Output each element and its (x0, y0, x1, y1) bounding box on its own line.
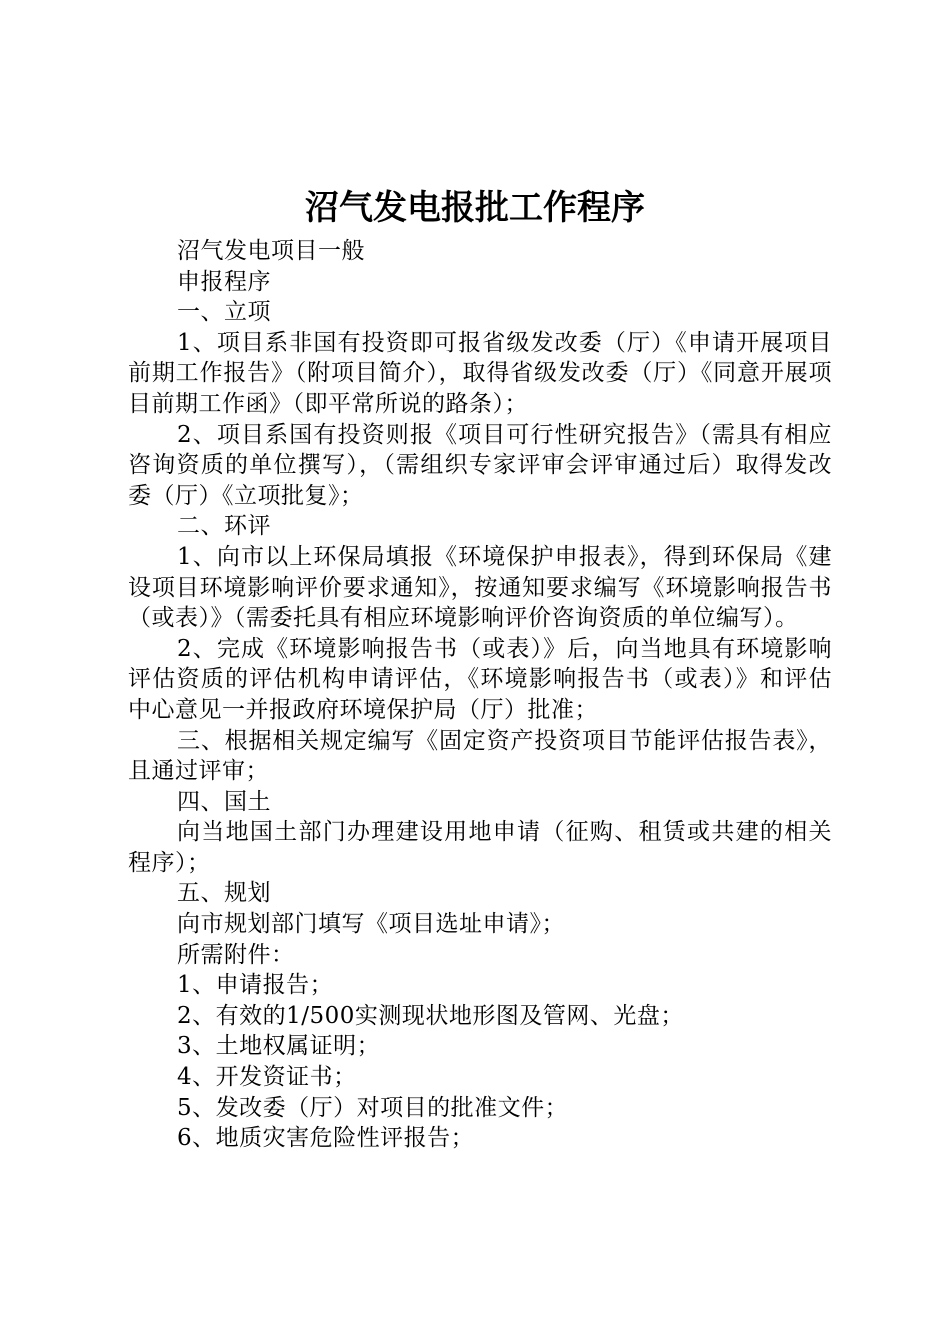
paragraph: 1、向市以上环保局填报《环境保护申报表》，得到环保局《建设项目环境影响评价要求通知》，按通知要求编写《环境影响报告书（或表）》（需委托具有相应环境影响评价咨询资质的单位编写）。 (128, 543, 832, 632)
paragraph: 沼气发电项目一般 (177, 238, 365, 264)
paragraph: 1、项目系非国有投资即可报省级发改委（厅）《申请开展项目前期工作报告》（附项目简介），取得省级发改委（厅）《同意开展项目前期工作函》（即平常所说的路条）； (128, 329, 832, 417)
paragraph: 申报程序 (177, 268, 271, 295)
paragraph: 所需附件： (177, 941, 295, 968)
document-body (128, 236, 832, 1154)
paragraph: 2、完成《环境影响报告书（或表）》后，向当地具有环境影响评估资质的评估机构申请评估，《环境影响报告书（或表）》和评估中心意见一并报政府环境保护局（厅）批准； (128, 635, 832, 723)
list-item: 1、申请报告； (177, 972, 334, 999)
section-heading: 五、规划 (177, 880, 271, 907)
section-heading: 一、立项 (177, 299, 271, 326)
list-item: 3、土地权属证明； (177, 1033, 381, 1060)
document-title: 沼气发电报批工作程序 (305, 188, 645, 228)
list-item: 2、有效的1/500实测现状地形图及管网、光盘； (177, 1002, 684, 1029)
paragraph: 向当地国土部门办理建设用地申请（征购、租赁或共建的相关程序）； (128, 819, 832, 876)
section-heading: 四、国土 (177, 788, 271, 815)
list-item: 5、发改委（厅）对项目的批准文件； (177, 1094, 569, 1121)
paragraph: 向市规划部门填写《项目选址申请》； (177, 911, 565, 938)
section-heading: 二、环评 (177, 513, 271, 540)
paragraph: 2、项目系国有投资则报《项目可行性研究报告》（需具有相应咨询资质的单位撰写），（需组织专家评审会评审通过后）取得发改委（厅）《立项批复》； (128, 421, 832, 509)
list-item: 4、开发资证书； (177, 1064, 357, 1091)
paragraph: 三、根据相关规定编写《固定资产投资项目节能评估报告表》，且通过评审； (128, 727, 832, 785)
list-item: 6、地质灾害危险性评报告； (177, 1125, 475, 1152)
